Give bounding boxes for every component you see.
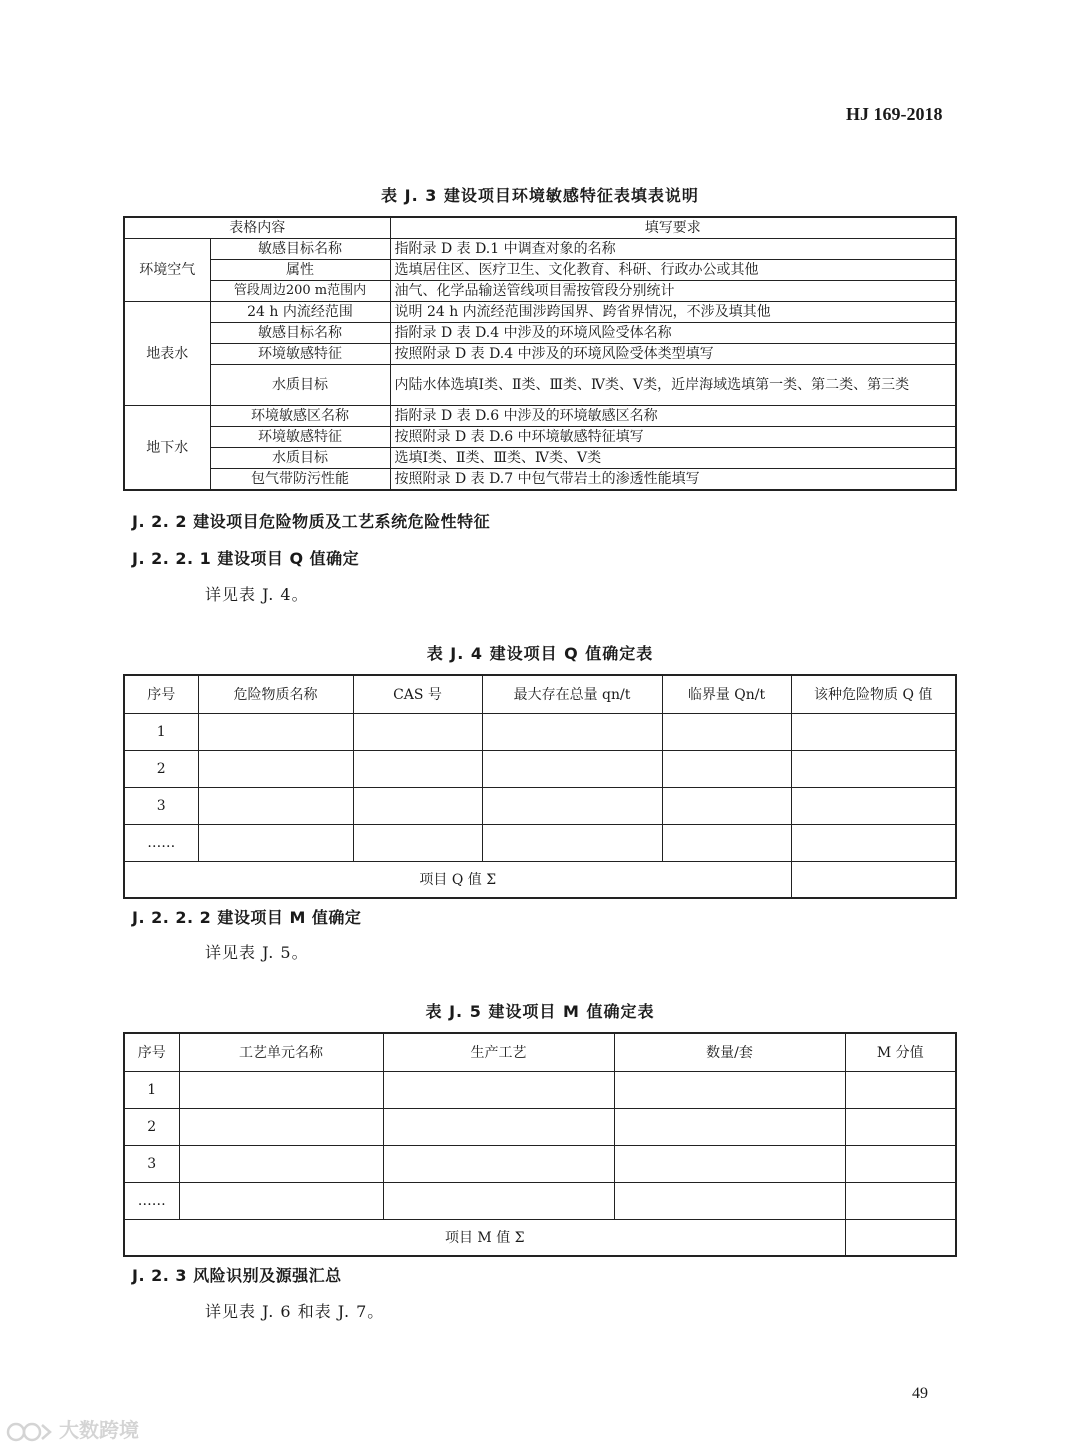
table-row [124, 1145, 956, 1182]
section-heading-j2222: J. 2. 2. 2 建设项目 M 值确定 [132, 908, 362, 927]
table-cell: 选填居住区、医疗卫生、文化教育、科研、行政办公或其他 [390, 260, 956, 281]
standard-number: HJ 169-2018 [846, 104, 943, 124]
table-row [124, 427, 956, 448]
page-number: 49 [912, 1385, 928, 1402]
table-row [124, 365, 956, 406]
table-j4 [123, 674, 957, 899]
table-row [124, 217, 956, 239]
row-number: …… [124, 824, 198, 861]
table-cell: 按照附录 D 表 D.7 中包气带岩土的渗透性能填写 [390, 469, 956, 491]
table-cell: 环境敏感特征 [210, 344, 390, 365]
table-cell: 油气、化学品输送管线项目需按管段分别统计 [390, 281, 956, 302]
table-header-cell: 工艺单元名称 [179, 1033, 383, 1071]
table-header-cell: 生产工艺 [383, 1033, 614, 1071]
table-header-cell: 序号 [124, 675, 198, 713]
table-cell: 包气带防污性能 [210, 469, 390, 491]
table-row [124, 713, 956, 750]
total-label: 项目 M 值 Σ [124, 1219, 845, 1256]
table-header-cell: 数量/套 [614, 1033, 845, 1071]
table-j5 [123, 1032, 957, 1257]
table-cell: 水质目标 [210, 365, 390, 406]
table-header-cell: 序号 [124, 1033, 179, 1071]
table-row [124, 1219, 956, 1256]
row-number: …… [124, 1182, 179, 1219]
table-cell: 指附录 D 表 D.1 中调查对象的名称 [390, 239, 956, 260]
group-label: 环境空气 [124, 239, 210, 302]
table-row [124, 1182, 956, 1219]
total-label: 项目 Q 值 Σ [124, 861, 791, 898]
group-label: 地表水 [124, 302, 210, 406]
row-number: 2 [124, 750, 198, 787]
table-header-cell: 最大存在总量 qn/t [482, 675, 662, 713]
table-row [124, 787, 956, 824]
table-row [124, 344, 956, 365]
table-header-cell: M 分值 [845, 1033, 956, 1071]
row-number: 3 [124, 1145, 179, 1182]
watermark [6, 1414, 139, 1443]
section-heading-j223: J. 2. 3 风险识别及源强汇总 [132, 1266, 342, 1285]
table-cell: 说明 24 h 内流经范围涉跨国界、跨省界情况，不涉及填其他 [390, 302, 956, 323]
table-row [124, 260, 956, 281]
table-cell: 环境敏感区名称 [210, 406, 390, 427]
table-header-cell: 该种危险物质 Q 值 [791, 675, 956, 713]
table-row [124, 302, 956, 323]
section-text-j223: 详见表 J. 6 和表 J. 7。 [205, 1302, 385, 1321]
table-j5-caption: 表 J. 5 建设项目 M 值确定表 [425, 1002, 655, 1021]
section-heading-j2221: J. 2. 2. 1 建设项目 Q 值确定 [132, 549, 360, 568]
table-row [124, 469, 956, 491]
row-number: 3 [124, 787, 198, 824]
row-number: 1 [124, 713, 198, 750]
table-row [124, 824, 956, 861]
table-cell: 指附录 D 表 D.4 中涉及的环境风险受体名称 [390, 323, 956, 344]
watermark-logo-icon [6, 1421, 52, 1443]
table-cell: 敏感目标名称 [210, 323, 390, 344]
table-cell: 环境敏感特征 [210, 427, 390, 448]
section-text-j2222: 详见表 J. 5。 [205, 943, 309, 962]
table-header-cell: 填写要求 [390, 217, 956, 239]
table-row [124, 281, 956, 302]
table-row [124, 323, 956, 344]
table-j3 [123, 216, 957, 491]
table-cell: 24 h 内流经范围 [210, 302, 390, 323]
row-number: 1 [124, 1071, 179, 1108]
row-number: 2 [124, 1108, 179, 1145]
table-row [124, 750, 956, 787]
table-cell: 按照附录 D 表 D.4 中涉及的环境风险受体类型填写 [390, 344, 956, 365]
table-row [124, 1108, 956, 1145]
table-header-cell: CAS 号 [353, 675, 482, 713]
group-label: 地下水 [124, 406, 210, 491]
table-header-cell: 危险物质名称 [198, 675, 353, 713]
table-cell: 内陆水体选填Ⅰ类、Ⅱ类、Ⅲ类、Ⅳ类、Ⅴ类，近岸海域选填第一类、第二类、第三类 [390, 365, 956, 406]
table-cell: 按照附录 D 表 D.6 中环境敏感特征填写 [390, 427, 956, 448]
table-row [124, 861, 956, 898]
table-row [124, 1033, 956, 1071]
table-header-cell: 表格内容 [124, 217, 390, 239]
table-row [124, 406, 956, 427]
table-header-cell: 临界量 Qn/t [662, 675, 791, 713]
table-cell: 指附录 D 表 D.6 中涉及的环境敏感区名称 [390, 406, 956, 427]
section-text-j2221: 详见表 J. 4。 [205, 585, 309, 604]
table-cell: 属性 [210, 260, 390, 281]
table-row [124, 675, 956, 713]
table-cell: 敏感目标名称 [210, 239, 390, 260]
watermark-text: 大数跨境 [58, 1418, 139, 1442]
table-row [124, 448, 956, 469]
table-j3-caption: 表 J. 3 建设项目环境敏感特征表填表说明 [381, 186, 699, 205]
table-row [124, 239, 956, 260]
section-heading-j222: J. 2. 2 建设项目危险物质及工艺系统危险性特征 [132, 512, 491, 531]
table-j4-caption: 表 J. 4 建设项目 Q 值确定表 [426, 644, 654, 663]
table-cell: 管段周边200 m范围内 [210, 281, 390, 302]
table-cell: 水质目标 [210, 448, 390, 469]
table-cell: 选填Ⅰ类、Ⅱ类、Ⅲ类、Ⅳ类、Ⅴ类 [390, 448, 956, 469]
table-row [124, 1071, 956, 1108]
